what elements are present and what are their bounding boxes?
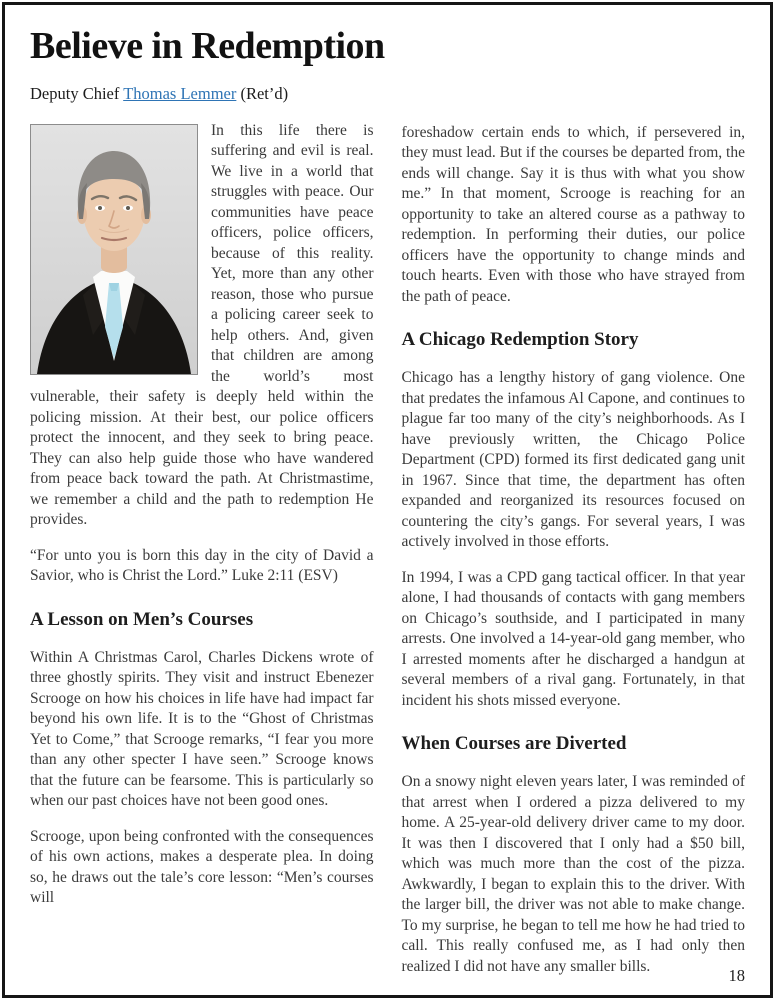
byline-suffix: (Ret’d) [236,83,289,103]
author-link[interactable]: Thomas Lemmer [123,83,237,103]
paragraph-1994-officer: In 1994, I was a CPD gang tactical officer. In that year alone, I had thousands of contacts with gang members on Chicago’s southside, and I participated in many arrests. One involved a 14-year-old gang member, who I arrested moments after he discharged a handgun at several members of a rival gang. Fortunately, in that incident his shots missed everyone. [401,568,745,709]
byline [30,84,745,104]
left-column [30,121,374,993]
paragraph-christmas-carol: Within A Christmas Carol, Charles Dickens wrote of three ghostly spirits. They visit and instruct Ebenezer Scrooge on how his choices in life have had impact far beyond his own life. It is to the “Ghost of Christmas Yet to Come,” that Scrooge remarks, “I fear you more than any other specter I have seen.” Scrooge knows that the future can be fearsome. This is particularly so when our past choices have not been good ones. [30,648,374,810]
two-column-body [30,121,745,993]
page-content [5,5,770,995]
section-heading-lesson: A Lesson on Men’s Courses [30,608,254,630]
scripture-quote: “For unto you is born this day in the city of David a Savior, who is Christ the Lord.” Luke 2:11 (ESV) [30,546,374,585]
article-title: Believe in Redemption [30,25,385,67]
section-heading-chicago: A Chicago Redemption Story [401,329,639,351]
portrait-illustration [31,125,197,374]
author-portrait-photo [30,124,198,375]
paragraph-pizza-delivery: On a snowy night eleven years later, I was reminded of that arrest when I ordered a pizza delivered to my home. A 25-year-old delivery driver came to my door. It was then I discovered that I only had a $50 bill, which was much more than the cost of the pizza. Awkwardly, I began to explain this to the driver. With the larger bill, the driver was not able to make change. To my surprise, he began to tell me how he had tried to call. This really confused me, as I had only then realized I did not have any smaller bills. [401,773,745,975]
page-number: 18 [728,966,745,985]
section-heading-diverted: When Courses are Diverted [401,733,627,755]
paragraph-scrooge-plea: Scrooge, upon being confronted with the consequences of his own actions, makes a desperate plea. In doing so, he draws out the tale’s core lesson: “Men’s courses will [30,827,374,907]
paragraph-intro: In this life there is suffering and evil is real. We live in a world that struggles with peace. Our communities have peace officers, police officers, because of this reality. Yet, more than any other reason, those who pursue a policing career seek to help others. And, given that children are among the world’s most vulnerable, their safety is deeply held within the policing mission. At their best, our police officers protect the innocent, and they seek to bring peace. They can also help guide those who have wandered from peace back toward the path. At Christmastime, we remember a child and the path to redemption He provides. [30,121,374,529]
right-column [402,121,746,993]
byline-prefix: Deputy Chief [30,83,124,103]
paragraph-chicago-gangs: Chicago has a lengthy history of gang violence. One that predates the infamous Al Capone, and continues to plague far too many of the city’s neighborhoods. As I have previously written, the Chicago Police Department (CPD) formed its first dedicated gang unit in 1967. Since that time, the department has often expanded and reorganized its resources focused on countering the city’s gangs. For several years, I was actively involved in those efforts. [401,369,745,551]
paragraph-foreshadow: foreshadow certain ends to which, if persevered in, they must lead. But if the courses be departed from, the ends will change. Say it is thus with what you show me.” In that moment, Scrooge is reaching for an opportunity to take an altered course as a pathway to redemption. In performing their duties, our police officers have the opportunity to change minds and touch hearts. Even with those who have strayed from the path of peace. [401,123,745,305]
